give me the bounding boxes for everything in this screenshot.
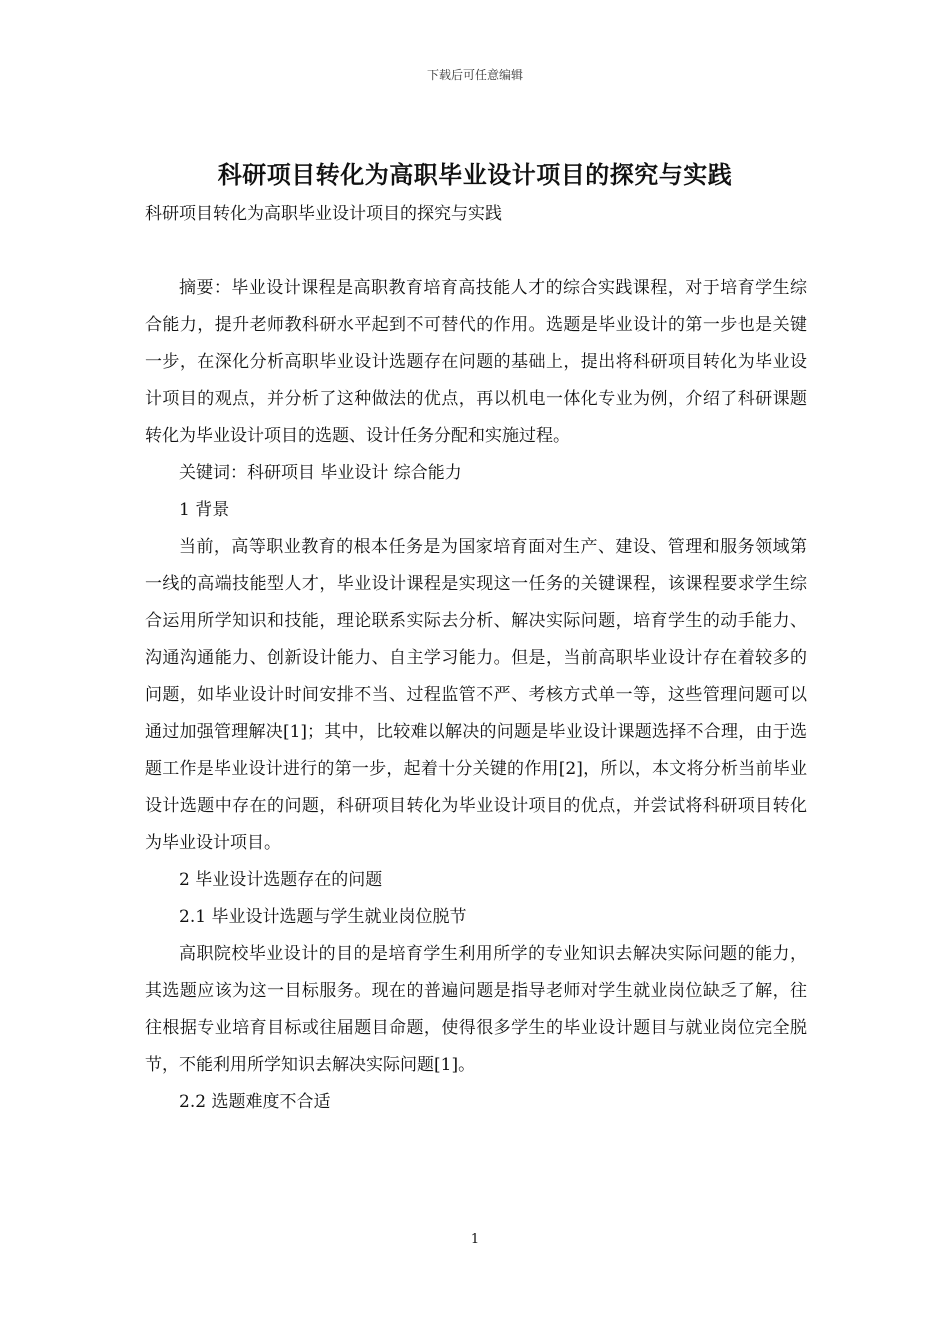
document-subtitle: 科研项目转化为高职毕业设计项目的探究与实践	[145, 204, 502, 224]
document-title: 科研项目转化为高职毕业设计项目的探究与实践	[217, 161, 733, 189]
page-number: 1	[470, 1232, 480, 1247]
section-2-heading: 2 毕业设计选题存在的问题	[179, 870, 383, 890]
header-note: 下载后可任意编辑	[426, 68, 523, 82]
section-1-paragraph: 当前，高等职业教育的根本任务是为国家培育面对生产、建设、管理和服务领域第一线的高端技能型人才，毕业设计课程是实现这一任务的关键课程，该课程要求学生综合运用所学知识和技能，理论联系实际去分析、解决实际问题，培育学生的动手能力、沟通沟通能力、创新设计能力、自主学习能力。但是，当前高职毕业设计存在着较多的问题，如毕业设计时间安排不当、过程监管不严、考核方式单一等，这些管理问题可以通过加强管理解决[1]；其中，比较难以解决的问题是毕业设计课题选择不合理，由于选题工作是毕业设计进行的第一步，起着十分关键的作用[2]，所以，本文将分析当前毕业设计选题中存在的问题，科研项目转化为毕业设计项目的优点，并尝试将科研项目转化为毕业设计项目。	[145, 537, 807, 853]
section-2-2-heading: 2.2 选题难度不合适	[179, 1092, 331, 1112]
section-2-1-paragraph: 高职院校毕业设计的目的是培育学生利用所学的专业知识去解决实际问题的能力，其选题应该为这一目标服务。现在的普遍问题是指导老师对学生就业岗位缺乏了解，往往根据专业培育目标或往届题目命题，使得很多学生的毕业设计题目与就业岗位完全脱节，不能利用所学知识去解决实际问题[1]。	[145, 944, 807, 1075]
document-body	[145, 270, 807, 1121]
section-1-heading: 1 背景	[179, 500, 230, 520]
section-2-1-heading: 2.1 毕业设计选题与学生就业岗位脱节	[179, 907, 467, 927]
abstract-paragraph: 摘要：毕业设计课程是高职教育培育高技能人才的综合实践课程，对于培育学生综合能力，提升老师教科研水平起到不可替代的作用。选题是毕业设计的第一步也是关键一步，在深化分析高职毕业设计选题存在问题的基础上，提出将科研项目转化为毕业设计项目的观点，并分析了这种做法的优点，再以机电一体化专业为例，介绍了科研课题转化为毕业设计项目的选题、设计任务分配和实施过程。	[145, 278, 807, 446]
keywords-line: 关键词：科研项目 毕业设计 综合能力	[179, 463, 462, 483]
